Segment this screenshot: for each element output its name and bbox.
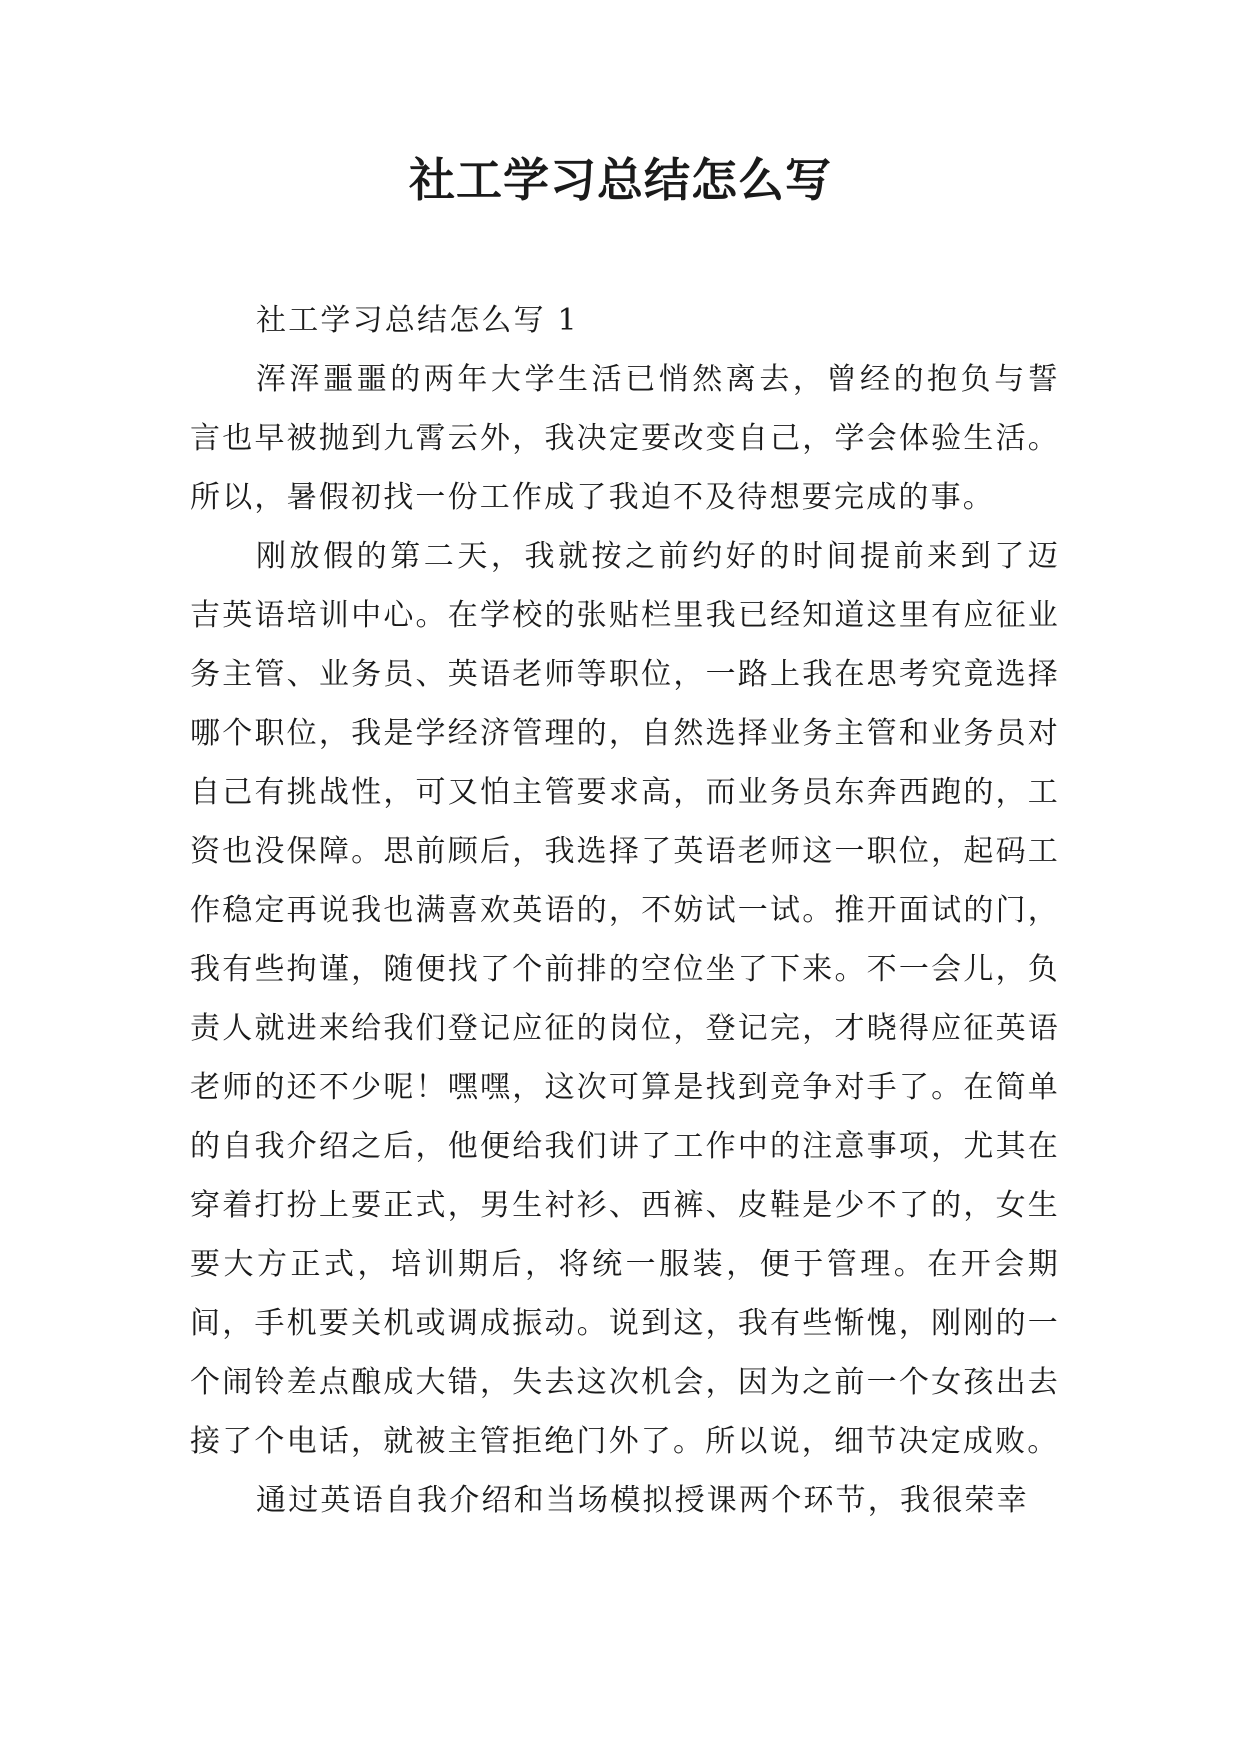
paragraph: 浑浑噩噩的两年大学生活已悄然离去，曾经的抱负与誓言也早被抛到九霄云外，我决定要改变自己，学会体验生活。所以，暑假初找一份工作成了我迫不及待想要完成的事。 bbox=[190, 362, 1060, 515]
document-title: 社工学习总结怎么写 bbox=[409, 153, 832, 207]
document-body bbox=[190, 291, 1060, 1530]
paragraph: 通过英语自我介绍和当场模拟授课两个环节，我很荣幸 bbox=[256, 1483, 1029, 1518]
section-heading: 社工学习总结怎么写 1 bbox=[256, 303, 579, 338]
paragraph: 刚放假的第二天，我就按之前约好的时间提前来到了迈吉英语培训中心。在学校的张贴栏里我已经知道这里有应征业务主管、业务员、英语老师等职位，一路上我在思考究竟选择哪个职位，我是学经济管理的，自然选择业务主管和业务员对自己有挑战性，可又怕主管要求高，而业务员东奔西跑的，工资也没保障。思前顾后，我选择了英语老师这一职位，起码工作稳定再说我也满喜欢英语的，不妨试一试。推开面试的门，我有些拘谨，随便找了个前排的空位坐了下来。不一会儿，负责人就进来给我们登记应征的岗位，登记完，才晓得应征英语老师的还不少呢！嘿嘿，这次可算是找到竞争对手了。在简单的自我介绍之后，他便给我们讲了工作中的注意事项，尤其在穿着打扮上要正式，男生衬衫、西裤、皮鞋是少不了的，女生要大方正式，培训期后，将统一服装，便于管理。在开会期间，手机要关机或调成振动。说到这，我有些惭愧，刚刚的一个闹铃差点酿成大错，失去这次机会，因为之前一个女孩出去接了个电话，就被主管拒绝门外了。所以说，细节决定成败。 bbox=[190, 539, 1060, 1459]
